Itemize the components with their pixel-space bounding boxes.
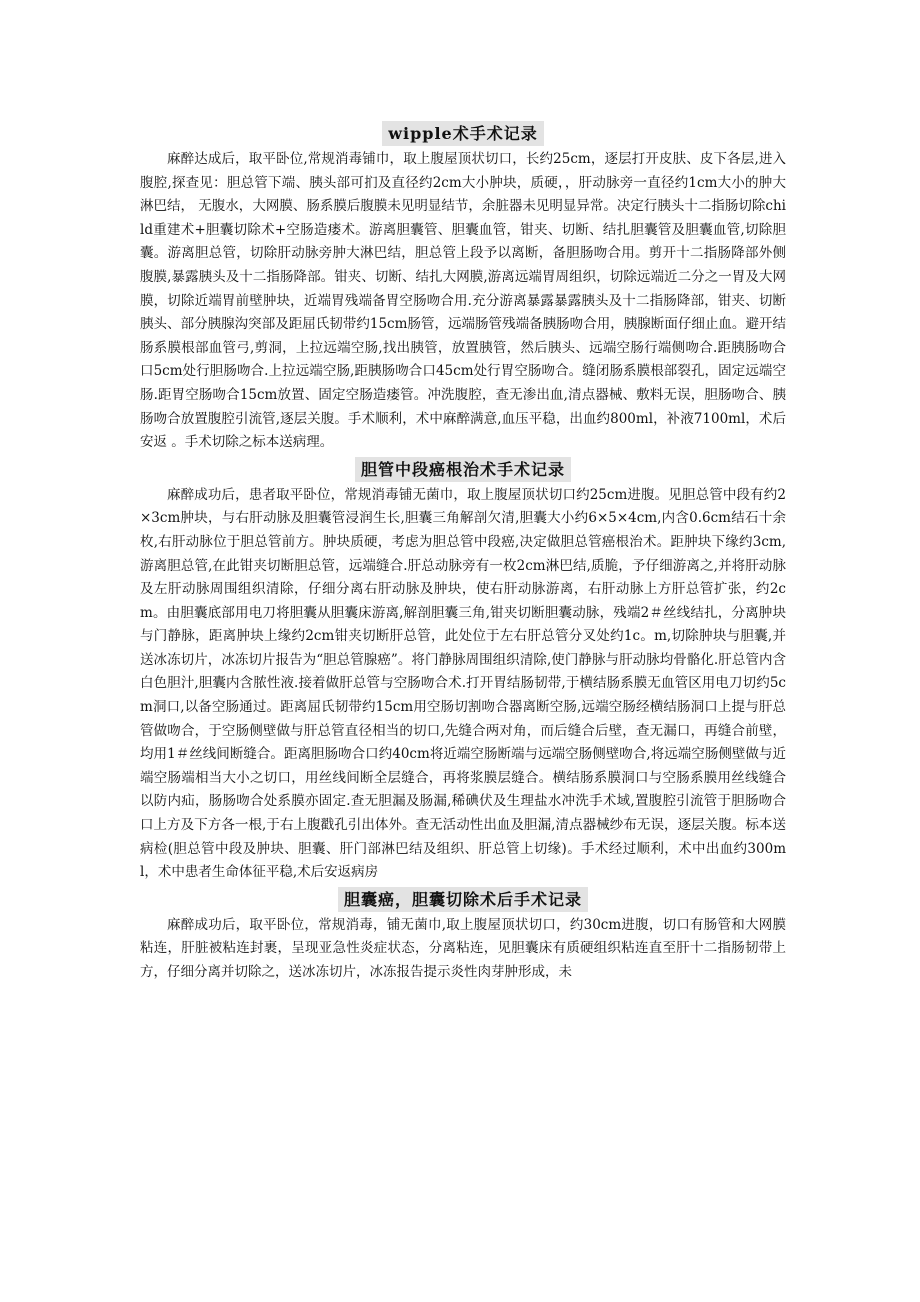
document-content (140, 121, 786, 987)
section-paragraph: 麻醉成功后，患者取平卧位，常规消毒铺无菌巾，取上腹屋顶状切口约25cm进腹。见胆总管中段有约2×3cm肿块，与右肝动脉及胆囊管浸润生长,胆囊三角解剖欠清,胆囊大小约6×5×4cm,内含0.6cm结石十余枚,右肝动脉位于胆总管前方。肿块质硬，考虑为胆总管中段癌,决定做胆总管癌根治术。距肿块下缘约3cm,游离胆总管,在此钳夹切断胆总管，远端缝合.肝总动脉旁有一枚2cm淋巴结,质脆，予仔细游离之,并将肝动脉及左肝动脉周围组织清除，仔细分离右肝动脉及肿块，使右肝动脉游离，右肝动脉上方肝总管扩张，约2cm。由胆囊底部用电刀将胆囊从胆囊床游离,解剖胆囊三角,钳夹切断胆囊动脉，残端2＃丝线结扎，分离肿块与门静脉，距离肿块上缘约2cm钳夹切断肝总管，此处位于左右肝总管分叉处约1c。m,切除肿块与胆囊,并送冰冻切片，冰冻切片报告为“胆总管腺癌”。将门静脉周围组织清除,使门静脉与肝动脉均骨骼化.肝总管内含白色胆汁,胆囊内含脓性液.接着做肝总管与空肠吻合术.打开胃结肠韧带,于横结肠系膜无血管区用电刀切约5cm洞口,以备空肠通过。距离屈氏韧带约15cm用空肠切割吻合器离断空肠,远端空肠经横结肠洞口上提与肝总管做吻合，于空肠侧壁做与肝总管直径相当的切口,先缝合两对角，而后缝合后壁，查无漏口，再缝合前壁，均用1＃丝线间断缝合。距离胆肠吻合口约40cm将近端空肠断端与远端空肠侧壁吻合,将远端空肠侧壁做与近端空肠端相当大小之切口，用丝线间断全层缝合，再将浆膜层缝合。横结肠系膜洞口与空肠系膜用丝线缝合以防内疝，肠肠吻合处系膜亦固定.查无胆漏及肠漏,稀碘伏及生理盐水冲洗手术域,置腹腔引流管于胆肠吻合口上方及下方各一根,于右上腹戳孔引出体外。查无活动性出血及胆漏,清点器械纱布无误，逐层关腹。标本送病检(胆总管中段及肿块、胆囊、肝门部淋巴结及组织、肝总管上切缘)。手术经过顺利，术中出血约300ml，术中患者生命体征平稳,术后安返病房 (140, 486, 786, 881)
section-title: 胆管中段癌根治术手术记录 (355, 457, 571, 482)
section-heading-row (140, 887, 786, 912)
section-heading-row (140, 457, 786, 482)
section-heading-row (140, 121, 786, 146)
section-paragraph: 麻醉达成后，取平卧位,常规消毒铺巾，取上腹屋顶状切口，长约25cm，逐层打开皮肤、皮下各层,进入腹腔,探查见：胆总管下端、胰头部可扪及直径约2cm大小肿块，质硬，，肝动脉旁一直径约1cm大小的肿大淋巴结， 无腹水，大网膜、肠系膜后腹膜未见明显结节，余脏器未见明显异常。决定行胰头十二指肠切除child重建术+胆囊切除术+空肠造瘘术。游离胆囊管、胆囊血管，钳夹、切断、结扎胆囊管及胆囊血管,切除胆囊。游离胆总管，切除肝动脉旁肿大淋巴结，胆总管上段予以离断，备胆肠吻合用。剪开十二指肠降部外侧腹膜,暴露胰头及十二指肠降部。钳夹、切断、结扎大网膜,游离远端胃周组织，切除远端近二分之一胃及大网膜，切除近端胃前壁肿块，近端胃残端备胃空肠吻合用.充分游离暴露暴露胰头及十二指肠降部，钳夹、切断胰头、部分胰腺沟突部及距屈氏韧带约15cm肠管，远端肠管残端备胰肠吻合用，胰腺断面仔细止血。避开结肠系膜根部血管弓,剪洞，上拉远端空肠,找出胰管，放置胰管，然后胰头、远端空肠行端侧吻合.距胰肠吻合口5cm处行胆肠吻合.上拉远端空肠,距胰肠吻合口45cm处行胃空肠吻合。缝闭肠系膜根部裂孔，固定远端空肠.距胃空肠吻合15cm放置、固定空肠造瘘管。冲洗腹腔，查无渗出血,清点器械、敷料无误，胆肠吻合、胰肠吻合放置腹腔引流管,逐层关腹。手术顺利，术中麻醉满意,血压平稳，出血约800ml，补液7100ml，术后安返 。手术切除之标本送病理。 (140, 151, 786, 451)
section-title: 胆囊癌，胆囊切除术后手术记录 (338, 887, 588, 912)
section-title: wipple术手术记录 (382, 121, 544, 146)
section-paragraph: 麻醉成功后，取平卧位，常规消毒，铺无菌巾,取上腹屋顶状切口，约30cm进腹，切口有肠管和大网膜粘连，肝脏被粘连封裹，呈现亚急性炎症状态，分离粘连，见胆囊床有质硬组织粘连直至肝十二指肠韧带上方，仔细分离并切除之，送冰冻切片，冰冻报告提示炎性肉芽肿形成，未 (140, 916, 786, 980)
